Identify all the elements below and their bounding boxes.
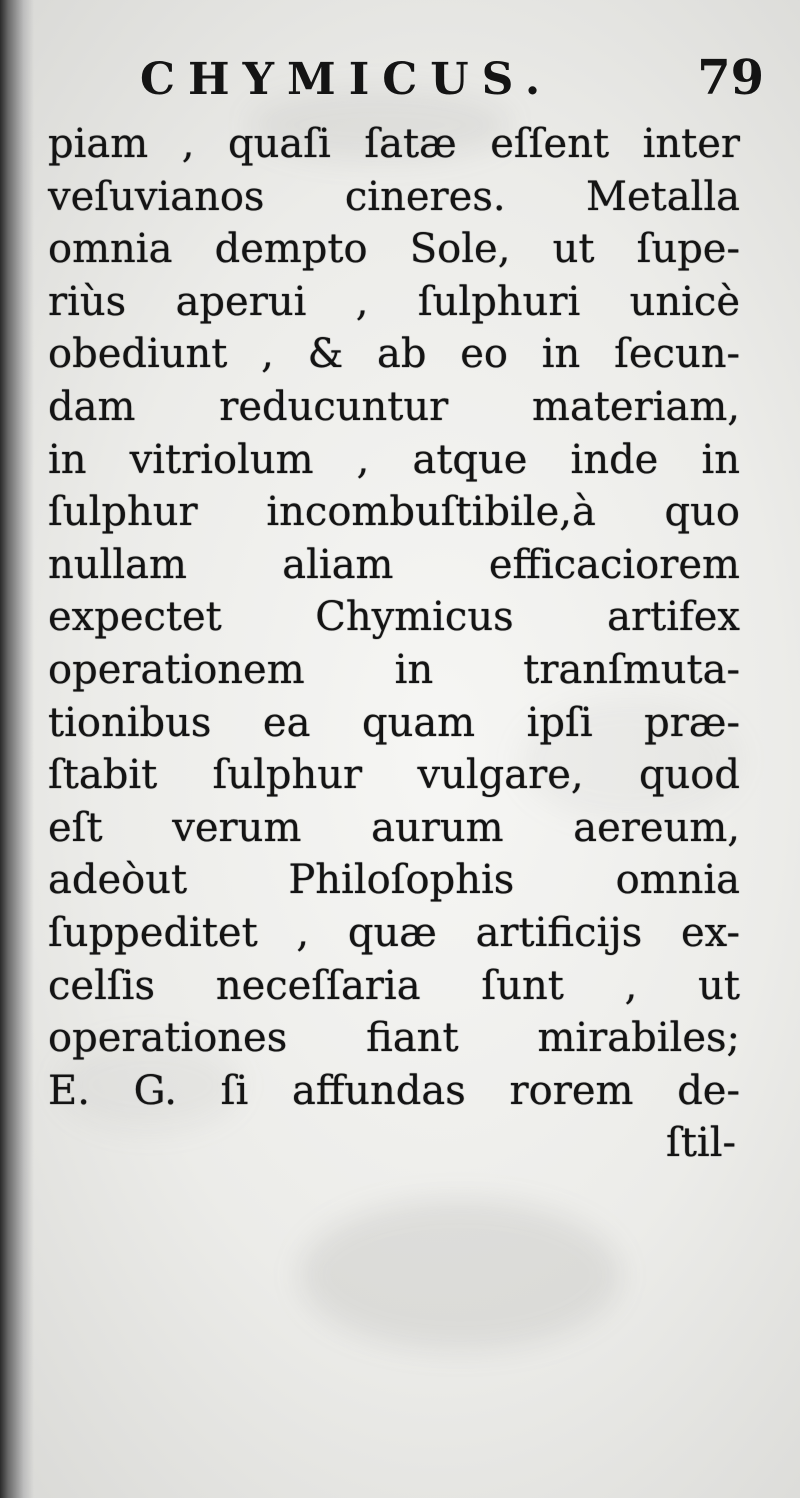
text-line: operationes fiant mirabiles;: [48, 1015, 740, 1062]
text-line: celſis neceſſaria ſunt , ut: [48, 962, 740, 1009]
text-line: operationem in tranſmuta-: [48, 646, 740, 693]
text-line: ſtabit ſulphur vulgare, quod: [48, 752, 740, 799]
page-gutter-shadow: [0, 0, 34, 1498]
text-line: ſuppeditet , quæ artificijs ex-: [48, 909, 740, 956]
running-head: CHYMICUS.: [140, 54, 554, 105]
text-line: eſt verum aurum aereum,: [48, 804, 740, 851]
catchword: ſtil-: [666, 1120, 736, 1167]
body-text: [48, 118, 740, 1170]
page-number: 79: [697, 50, 764, 106]
page-header: [140, 50, 772, 120]
text-line: adeòut Philoſophis omnia: [48, 857, 740, 904]
text-line: omnia dempto Sole, ut ſupe-: [48, 226, 740, 273]
text-line: ſulphur incombuſtibile,à quo: [48, 489, 740, 536]
text-line: piam , quaſi ſatæ eſſent inter: [48, 121, 740, 167]
text-line: nullam aliam efficaciorem: [48, 541, 740, 588]
text-line: E. G. ſi affundas rorem de-: [48, 1067, 740, 1114]
text-line: obediunt , & ab eo in ſecun-: [48, 331, 740, 378]
text-line: in vitriolum , atque inde in: [48, 436, 740, 483]
text-line: tionibus ea quam ipſi præ-: [48, 699, 740, 746]
text-line: riùs aperui , ſulphuri unicè: [48, 278, 740, 325]
text-line: expectet Chymicus artifex: [48, 594, 740, 641]
text-line: dam reducuntur materiam,: [48, 383, 740, 430]
paper-stain: [300, 1200, 620, 1350]
text-line: veſuvianos cineres. Metalla: [48, 173, 740, 220]
